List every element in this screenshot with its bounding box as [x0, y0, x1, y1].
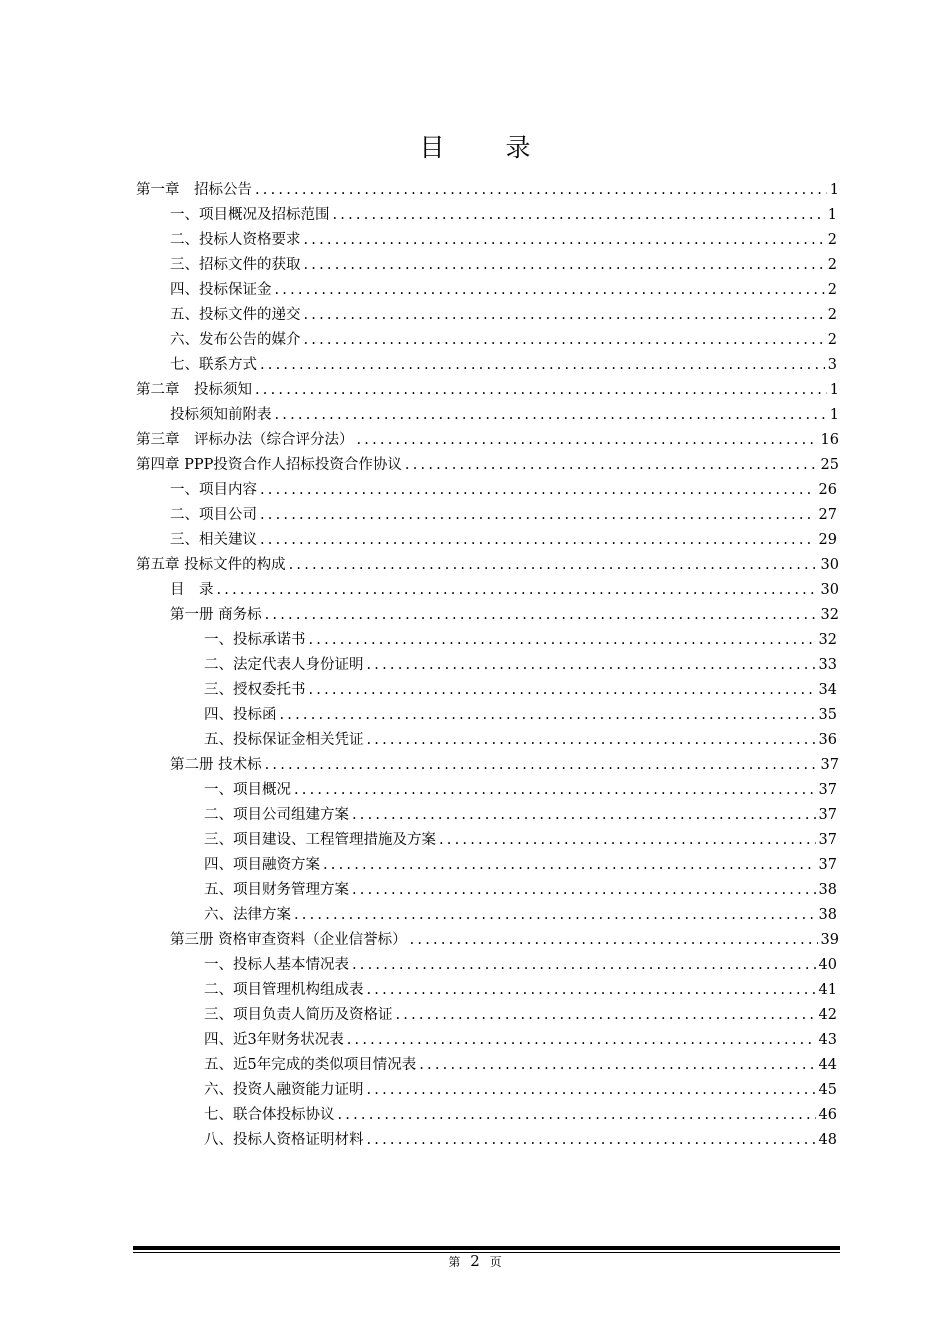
dot-leader [309, 628, 816, 652]
toc-entry[interactable] [204, 653, 837, 677]
toc-entry-page: 48 [818, 1132, 837, 1148]
toc-entry-label: 第二章 投标须知 [136, 382, 252, 398]
toc-entry[interactable] [204, 703, 837, 727]
toc-entry[interactable] [204, 1128, 837, 1152]
toc-entry-label: 第三章 评标办法（综合评分法） [136, 432, 354, 448]
toc-entry-label: 六、投资人融资能力证明 [204, 1082, 364, 1098]
toc-entry[interactable] [170, 603, 839, 627]
toc-entry[interactable] [204, 778, 837, 802]
toc-entry-page: 29 [818, 532, 837, 548]
dot-leader [333, 203, 825, 227]
toc-entry[interactable] [204, 678, 837, 702]
toc-entry-label: 二、项目公司组建方案 [204, 807, 349, 823]
toc-entry-label: 一、投标承诺书 [204, 632, 306, 648]
toc-entry-page: 1 [829, 182, 839, 198]
toc-entry-label: 五、近5年完成的类似项目情况表 [204, 1057, 417, 1073]
toc-entry[interactable] [204, 828, 837, 852]
toc-entry-label: 目 录 [170, 582, 214, 598]
toc-entry-page: 2 [827, 307, 837, 323]
toc-entry[interactable] [170, 928, 839, 952]
toc-entry[interactable] [136, 553, 839, 577]
dot-leader [439, 828, 816, 852]
toc-entry[interactable] [204, 953, 837, 977]
dot-leader [265, 753, 818, 777]
toc-entry[interactable] [204, 1078, 837, 1102]
toc-entry-label: 五、投标文件的递交 [170, 307, 301, 323]
toc-entry[interactable] [204, 1003, 837, 1027]
toc-entry[interactable] [170, 253, 837, 277]
toc-entry[interactable] [204, 728, 837, 752]
toc-entry-label: 第二册 技术标 [170, 757, 262, 773]
toc-entry[interactable] [170, 478, 837, 502]
dot-leader [260, 478, 816, 502]
toc-entry-label: 第四章 PPP投资合作人招标投资合作协议 [136, 457, 402, 473]
toc-entry-page: 30 [820, 557, 839, 573]
toc-entry-page: 44 [818, 1057, 837, 1073]
toc-entry[interactable] [170, 578, 839, 602]
toc-entry-label: 六、法律方案 [204, 907, 291, 923]
dot-leader [367, 978, 816, 1002]
toc-entry-page: 46 [818, 1107, 837, 1123]
toc-entry-page: 33 [818, 657, 837, 673]
dot-leader [217, 578, 818, 602]
dot-leader [260, 503, 816, 527]
toc-entry-label: 一、项目概况及招标范围 [170, 207, 330, 223]
toc-entry-label: 四、投标保证金 [170, 282, 272, 298]
toc-entry[interactable] [204, 978, 837, 1002]
toc-entry-page: 32 [818, 632, 837, 648]
toc-entry-page: 37 [820, 757, 839, 773]
dot-leader [280, 703, 816, 727]
footer-prefix: 第 [448, 1255, 461, 1269]
dot-leader [260, 528, 816, 552]
toc-entry-label: 三、项目建设、工程管理措施及方案 [204, 832, 436, 848]
dot-leader [396, 1003, 816, 1027]
toc-entry-label: 三、招标文件的获取 [170, 257, 301, 273]
page-footer [0, 1252, 950, 1270]
dot-leader [323, 853, 816, 877]
toc-entry[interactable] [204, 903, 837, 927]
toc-entry[interactable] [204, 853, 837, 877]
toc-entry-label: 一、项目内容 [170, 482, 257, 498]
toc-entry-page: 43 [818, 1032, 837, 1048]
toc-entry-page: 39 [820, 932, 839, 948]
dot-leader [265, 603, 818, 627]
toc-entry[interactable] [170, 403, 839, 427]
dot-leader [352, 803, 816, 827]
toc-entry-page: 37 [818, 782, 837, 798]
dot-leader [275, 403, 827, 427]
toc-entry[interactable] [204, 878, 837, 902]
toc-entry[interactable] [204, 1053, 837, 1077]
toc-entry-label: 三、相关建议 [170, 532, 257, 548]
toc-entry-label: 三、项目负责人简历及资格证 [204, 1007, 393, 1023]
toc-entry-page: 41 [818, 982, 837, 998]
toc-entry-label: 七、联合体投标协议 [204, 1107, 335, 1123]
toc-entry-label: 四、投标函 [204, 707, 277, 723]
footer-page-number: 2 [470, 1252, 480, 1270]
toc-entry[interactable] [136, 428, 839, 452]
toc-entry-label: 二、法定代表人身份证明 [204, 657, 364, 673]
toc-entry-label: 七、联系方式 [170, 357, 257, 373]
dot-leader [294, 778, 816, 802]
toc-entry-page: 1 [827, 207, 837, 223]
toc-entry-page: 26 [818, 482, 837, 498]
dot-leader [357, 428, 818, 452]
toc-entry-page: 25 [820, 457, 839, 473]
toc-entry-label: 投标须知前附表 [170, 407, 272, 423]
dot-leader [367, 728, 816, 752]
toc-entry-page: 37 [818, 857, 837, 873]
toc-entry[interactable] [136, 178, 839, 202]
toc-entry-page: 38 [818, 882, 837, 898]
toc-entry-page: 36 [818, 732, 837, 748]
toc-entry[interactable] [170, 528, 837, 552]
toc-entry-page: 2 [827, 232, 837, 248]
dot-leader [289, 553, 818, 577]
toc-entry-page: 42 [818, 1007, 837, 1023]
toc-entry[interactable] [170, 278, 837, 302]
toc-entry-page: 38 [818, 907, 837, 923]
toc-entry-label: 八、投标人资格证明材料 [204, 1132, 364, 1148]
toc-entry-page: 1 [829, 382, 839, 398]
dot-leader [309, 678, 816, 702]
dot-leader [304, 303, 825, 327]
toc-entry-label: 六、发布公告的媒介 [170, 332, 301, 348]
toc-entry[interactable] [170, 303, 837, 327]
toc-entry[interactable] [170, 328, 837, 352]
toc-entry-label: 第一章 招标公告 [136, 182, 252, 198]
toc-entry[interactable] [170, 203, 837, 227]
toc-entry-page: 3 [827, 357, 837, 373]
toc-entry-page: 35 [818, 707, 837, 723]
toc-entry-label: 三、授权委托书 [204, 682, 306, 698]
toc-entry-page: 27 [818, 507, 837, 523]
toc-entry-page: 2 [827, 257, 837, 273]
toc-entry[interactable] [170, 353, 837, 377]
toc-entry-label: 四、近3年财务状况表 [204, 1032, 344, 1048]
toc-entry-label: 第五章 投标文件的构成 [136, 557, 286, 573]
page-title: 目 录 [419, 133, 549, 162]
dot-leader [304, 253, 825, 277]
toc-entry-page: 37 [818, 832, 837, 848]
toc-entry-page: 34 [818, 682, 837, 698]
toc-entry-page: 30 [820, 582, 839, 598]
dot-leader [347, 1028, 816, 1052]
toc-entry-label: 四、项目融资方案 [204, 857, 320, 873]
toc-entry-page: 40 [818, 957, 837, 973]
dot-leader [338, 1103, 816, 1127]
toc-entry[interactable] [136, 378, 839, 402]
footer-rule [133, 1246, 840, 1250]
dot-leader [419, 1053, 815, 1077]
toc-entry-label: 第一册 商务标 [170, 607, 262, 623]
toc-entry[interactable] [204, 1103, 837, 1127]
toc-entry-page: 2 [827, 332, 837, 348]
toc-entry-label: 五、项目财务管理方案 [204, 882, 349, 898]
toc-entry-page: 2 [827, 282, 837, 298]
toc-entry-page: 16 [820, 432, 839, 448]
toc-entry[interactable] [136, 453, 839, 477]
footer-suffix: 页 [489, 1255, 502, 1269]
dot-leader [405, 453, 818, 477]
toc-entry[interactable] [170, 753, 839, 777]
toc-entry[interactable] [204, 628, 837, 652]
dot-leader [352, 878, 816, 902]
toc-entry-label: 一、项目概况 [204, 782, 291, 798]
dot-leader [367, 1078, 816, 1102]
dot-leader [352, 953, 816, 977]
toc-entry-label: 二、项目管理机构组成表 [204, 982, 364, 998]
toc-entry[interactable] [170, 228, 837, 252]
dot-leader [275, 278, 825, 302]
toc-entry-label: 第三册 资格审查资料（企业信誉标） [170, 932, 407, 948]
toc-entry-page: 37 [818, 807, 837, 823]
toc-entry-label: 五、投标保证金相关凭证 [204, 732, 364, 748]
toc-entry[interactable] [204, 1028, 837, 1052]
dot-leader [255, 178, 827, 202]
dot-leader [255, 378, 827, 402]
dot-leader [294, 903, 816, 927]
toc-entry-page: 32 [820, 607, 839, 623]
toc-entry-label: 一、投标人基本情况表 [204, 957, 349, 973]
toc-entry[interactable] [204, 803, 837, 827]
dot-leader [367, 1128, 816, 1152]
dot-leader [367, 653, 816, 677]
dot-leader [410, 928, 818, 952]
toc-entry-page: 45 [818, 1082, 837, 1098]
dot-leader [304, 328, 825, 352]
toc-entry-label: 二、项目公司 [170, 507, 257, 523]
dot-leader [304, 228, 825, 252]
toc-entry[interactable] [170, 503, 837, 527]
toc-entry-label: 二、投标人资格要求 [170, 232, 301, 248]
dot-leader [260, 353, 825, 377]
toc-entry-page: 1 [829, 407, 839, 423]
